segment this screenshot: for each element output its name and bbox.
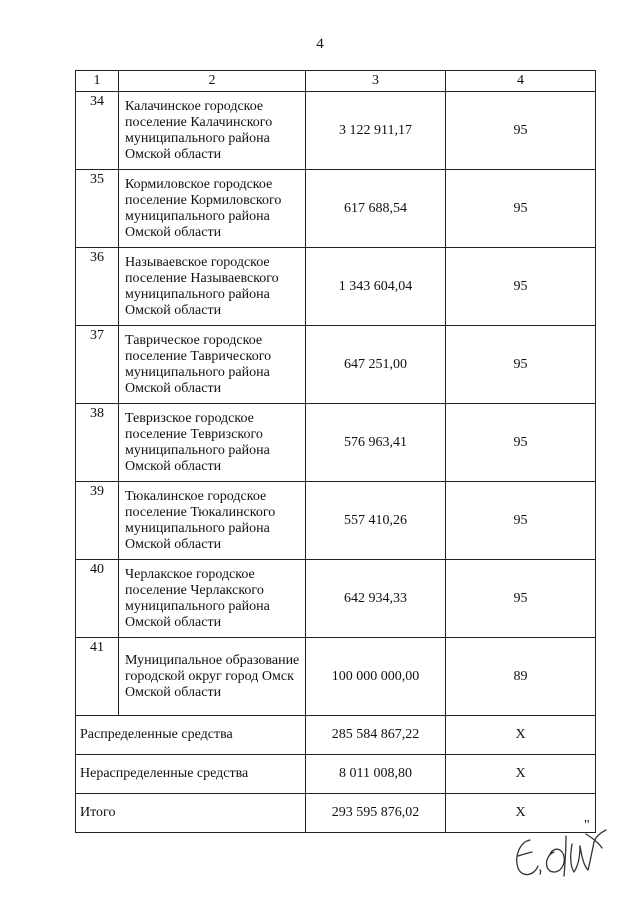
percent-cell: 95 [446, 248, 596, 326]
page-number: 4 [316, 36, 324, 52]
summary-label-cell: Нераспределенные средства [76, 755, 306, 794]
row-number-cell: 34 [76, 92, 119, 170]
summary-mark-cell: Х [446, 794, 596, 833]
municipality-name-cell: Тевризское городское поселение Тевризского муниципального района Омской области [119, 404, 306, 482]
summary-mark-cell: Х [446, 755, 596, 794]
table-row [76, 326, 596, 404]
percent-cell: 95 [446, 482, 596, 560]
table-header-row [76, 71, 596, 92]
row-number-cell: 36 [76, 248, 119, 326]
summary-row [76, 755, 596, 794]
amount-cell: 642 934,33 [306, 560, 446, 638]
table-row [76, 170, 596, 248]
municipality-name-cell: Муниципальное образование городской округ город Омск Омской области [119, 638, 306, 716]
municipality-name-cell: Калачинское городское поселение Калачинского муниципального района Омской области [119, 92, 306, 170]
summary-label-cell: Итого [76, 794, 306, 833]
table-row [76, 248, 596, 326]
row-number-cell: 38 [76, 404, 119, 482]
table-row [76, 92, 596, 170]
municipality-name-cell: Кормиловское городское поселение Кормиловского муниципального района Омской области [119, 170, 306, 248]
row-number-cell: 39 [76, 482, 119, 560]
percent-cell: 95 [446, 92, 596, 170]
row-number-cell: 37 [76, 326, 119, 404]
amount-cell: 647 251,00 [306, 326, 446, 404]
municipality-name-cell: Таврическое городское поселение Таврического муниципального района Омской области [119, 326, 306, 404]
amount-cell: 3 122 911,17 [306, 92, 446, 170]
percent-cell: 89 [446, 638, 596, 716]
header-cell-col4: 4 [446, 71, 596, 92]
row-number-cell: 35 [76, 170, 119, 248]
percent-cell: 95 [446, 560, 596, 638]
handwritten-signature [510, 822, 610, 884]
closing-quote: " [584, 818, 590, 833]
header-cell-col1: 1 [76, 71, 119, 92]
table-row [76, 482, 596, 560]
summary-amount-cell: 285 584 867,22 [306, 716, 446, 755]
distribution-table [75, 70, 596, 833]
amount-cell: 576 963,41 [306, 404, 446, 482]
municipality-name-cell: Черлакское городское поселение Черлакского муниципального района Омской области [119, 560, 306, 638]
header-cell-col3: 3 [306, 71, 446, 92]
summary-amount-cell: 293 595 876,02 [306, 794, 446, 833]
municipality-name-cell: Тюкалинское городское поселение Тюкалинского муниципального района Омской области [119, 482, 306, 560]
table-body [76, 71, 596, 833]
summary-amount-cell: 8 011 008,80 [306, 755, 446, 794]
summary-label-cell: Распределенные средства [76, 716, 306, 755]
row-number-cell: 41 [76, 638, 119, 716]
percent-cell: 95 [446, 326, 596, 404]
summary-row [76, 716, 596, 755]
table-row [76, 638, 596, 716]
municipality-name-cell: Называевское городское поселение Называевского муниципального района Омской области [119, 248, 306, 326]
percent-cell: 95 [446, 404, 596, 482]
table-row [76, 560, 596, 638]
row-number-cell: 40 [76, 560, 119, 638]
amount-cell: 557 410,26 [306, 482, 446, 560]
amount-cell: 617 688,54 [306, 170, 446, 248]
summary-mark-cell: Х [446, 716, 596, 755]
percent-cell: 95 [446, 170, 596, 248]
amount-cell: 1 343 604,04 [306, 248, 446, 326]
amount-cell: 100 000 000,00 [306, 638, 446, 716]
header-cell-col2: 2 [119, 71, 306, 92]
table-row [76, 404, 596, 482]
